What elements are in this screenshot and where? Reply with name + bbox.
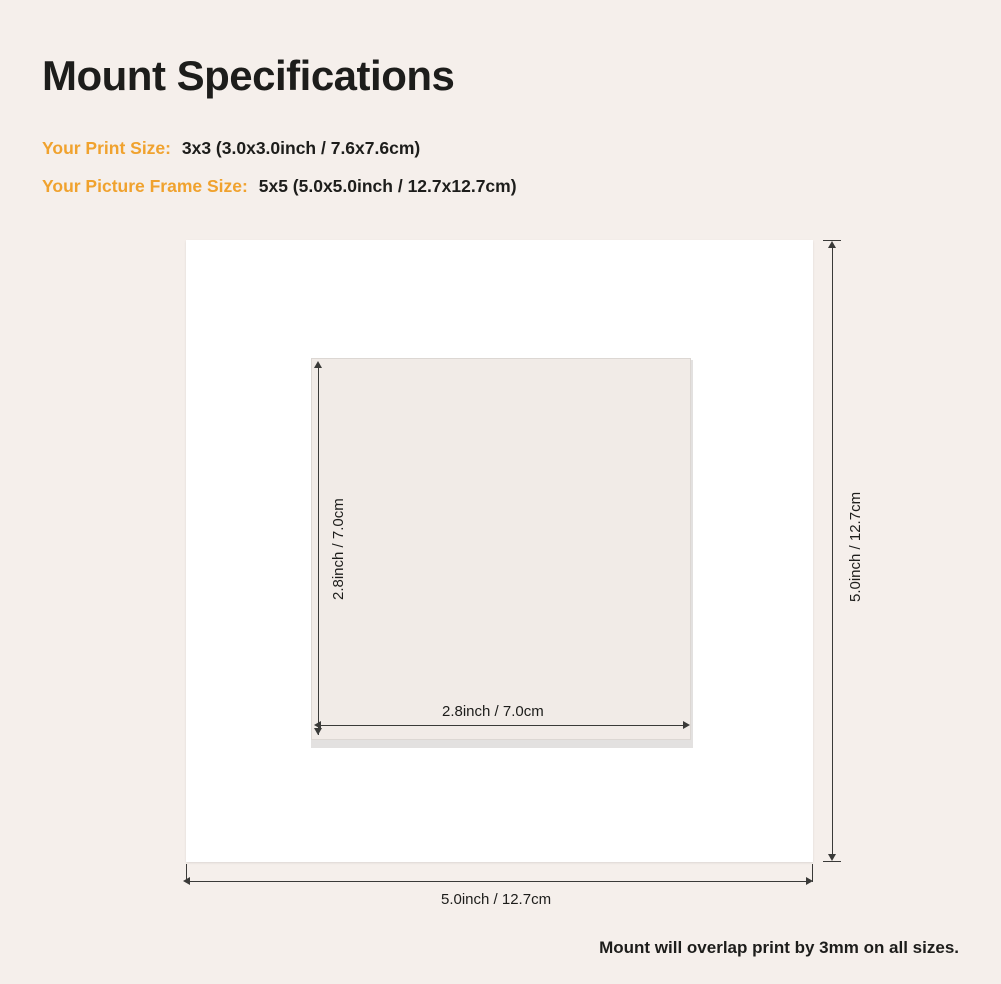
frame-size-row — [42, 176, 517, 197]
page-title: Mount Specifications — [42, 52, 455, 99]
print-aperture — [311, 358, 691, 740]
print-size-label: Your Print Size: — [42, 138, 171, 158]
mount-height-arrow-top — [828, 241, 836, 248]
aperture-height-line — [318, 363, 319, 735]
frame-size-label: Your Picture Frame Size: — [42, 176, 248, 196]
mount-height-line — [832, 243, 833, 858]
footer-note: Mount will overlap print by 3mm on all sizes. — [599, 938, 959, 957]
mount-width-label: 5.0inch / 12.7cm — [437, 889, 555, 910]
aperture-width-arrow-right — [683, 721, 690, 729]
mount-width-line — [189, 881, 809, 882]
mount-height-label: 5.0inch / 12.7cm — [845, 488, 866, 606]
mount-width-arrow-left — [183, 877, 190, 885]
aperture-width-line — [320, 725, 685, 726]
aperture-height-arrow-bottom — [314, 728, 322, 735]
aperture-height-label: 2.8inch / 7.0cm — [330, 493, 347, 605]
mount-height-tick-bottom — [823, 861, 841, 862]
mount-height-arrow-bottom — [828, 854, 836, 861]
aperture-height-arrow-top — [314, 361, 322, 368]
print-size-row — [42, 138, 420, 159]
print-size-value: 3x3 (3.0x3.0inch / 7.6x7.6cm) — [181, 138, 421, 158]
aperture-width-label: 2.8inch / 7.0cm — [437, 703, 549, 720]
mount-width-arrow-right — [806, 877, 813, 885]
frame-size-value: 5x5 (5.0x5.0inch / 12.7x12.7cm) — [258, 176, 517, 196]
aperture-width-arrow-left — [314, 721, 321, 729]
